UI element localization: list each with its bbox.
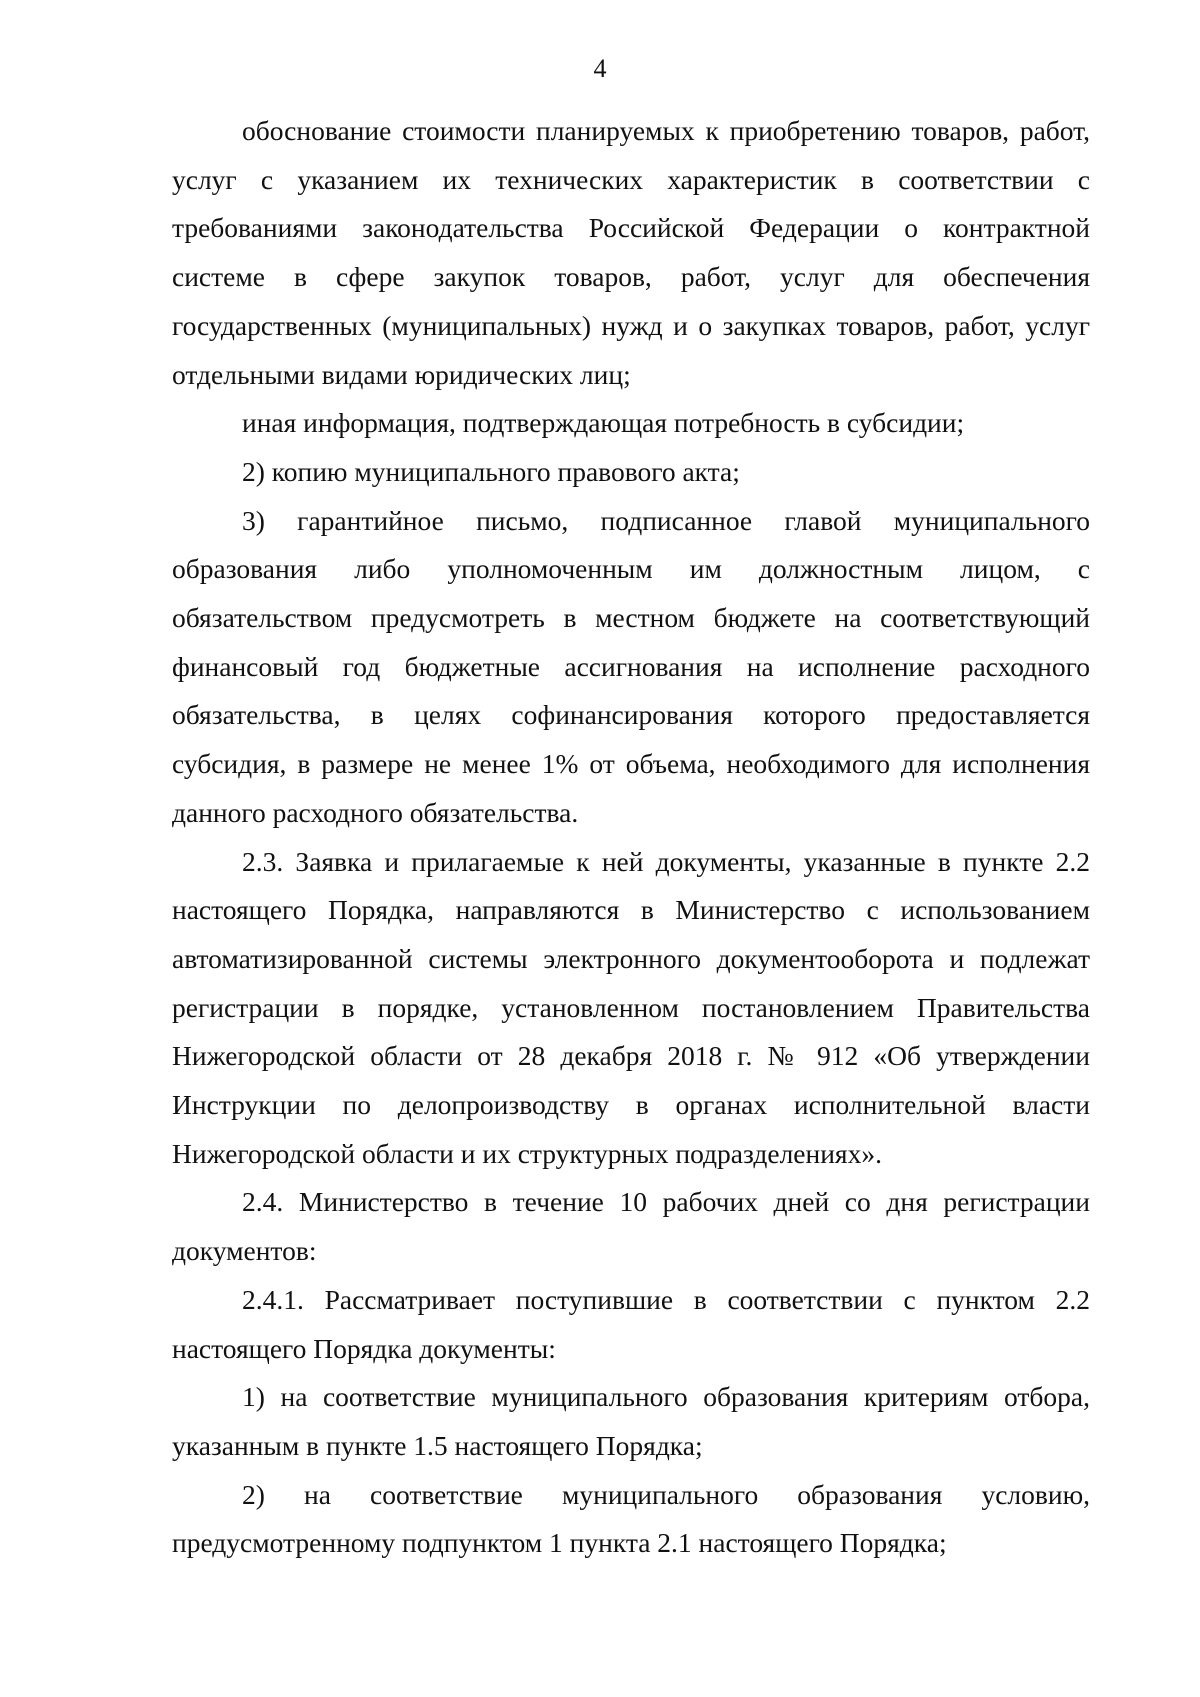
paragraph-cost-justification: обоснование стоимости планируемых к приобретению товаров, работ, услуг с указанием их технических характеристик в соответствии с требованиями законодательства Российской Федерации о контрактной системе в сфере закупок товаров, работ, услуг для обеспечения государственных (муниципальных) нужд и о закупках товаров, работ, услуг отдельными видами юридических лиц; xyxy=(172,115,1090,390)
paragraph-other-information: иная информация, подтверждающая потребность в субсидии; xyxy=(242,407,965,439)
paragraph-section-2-4: 2.4. Министерство в течение 10 рабочих дней со дня регистрации документов: xyxy=(172,1186,1090,1267)
paragraph-item-3-guarantee-letter: 3) гарантийное письмо, подписанное главой муниципального образования либо уполномоченным им должностным лицом, с обязательством предусмотреть в местном бюджете на соответствующий финансовый год бюджетные ассигнования на исполнение расходного обязательства, в целях софинансирования которого предоставляется субсидия, в размере не менее 1% от объема, необходимого для исполнения данного расходного обязательства. xyxy=(172,504,1090,828)
paragraph-check-item-2: 2) на соответствие муниципального образования условию, предусмотренному подпунктом 1 пункта 2.1 настоящего Порядка; xyxy=(172,1478,1090,1559)
paragraph-section-2-4-1: 2.4.1. Рассматривает поступившие в соответствии с пунктом 2.2 настоящего Порядка документы: xyxy=(172,1283,1090,1364)
document-body xyxy=(172,107,1090,1568)
paragraph-section-2-3: 2.3. Заявка и прилагаемые к ней документы, указанные в пункте 2.2 настоящего Порядка, направляются в Министерство с использованием автоматизированной системы электронного документооборота и подлежат регистрации в порядке, установленном постановлением Правительства Нижегородской области от 28 декабря 2018 г. № 912 «Об утверждении Инструкции по делопроизводству в органах исполнительной власти Нижегородской области и их структурных подразделениях». xyxy=(172,845,1090,1169)
paragraph-item-2-legal-act: 2) копию муниципального правового акта; xyxy=(242,455,740,487)
paragraph-check-item-1: 1) на соответствие муниципального образования критериям отбора, указанным в пункте 1.5 настоящего Порядка; xyxy=(172,1381,1090,1461)
page-number: 4 xyxy=(593,54,607,83)
